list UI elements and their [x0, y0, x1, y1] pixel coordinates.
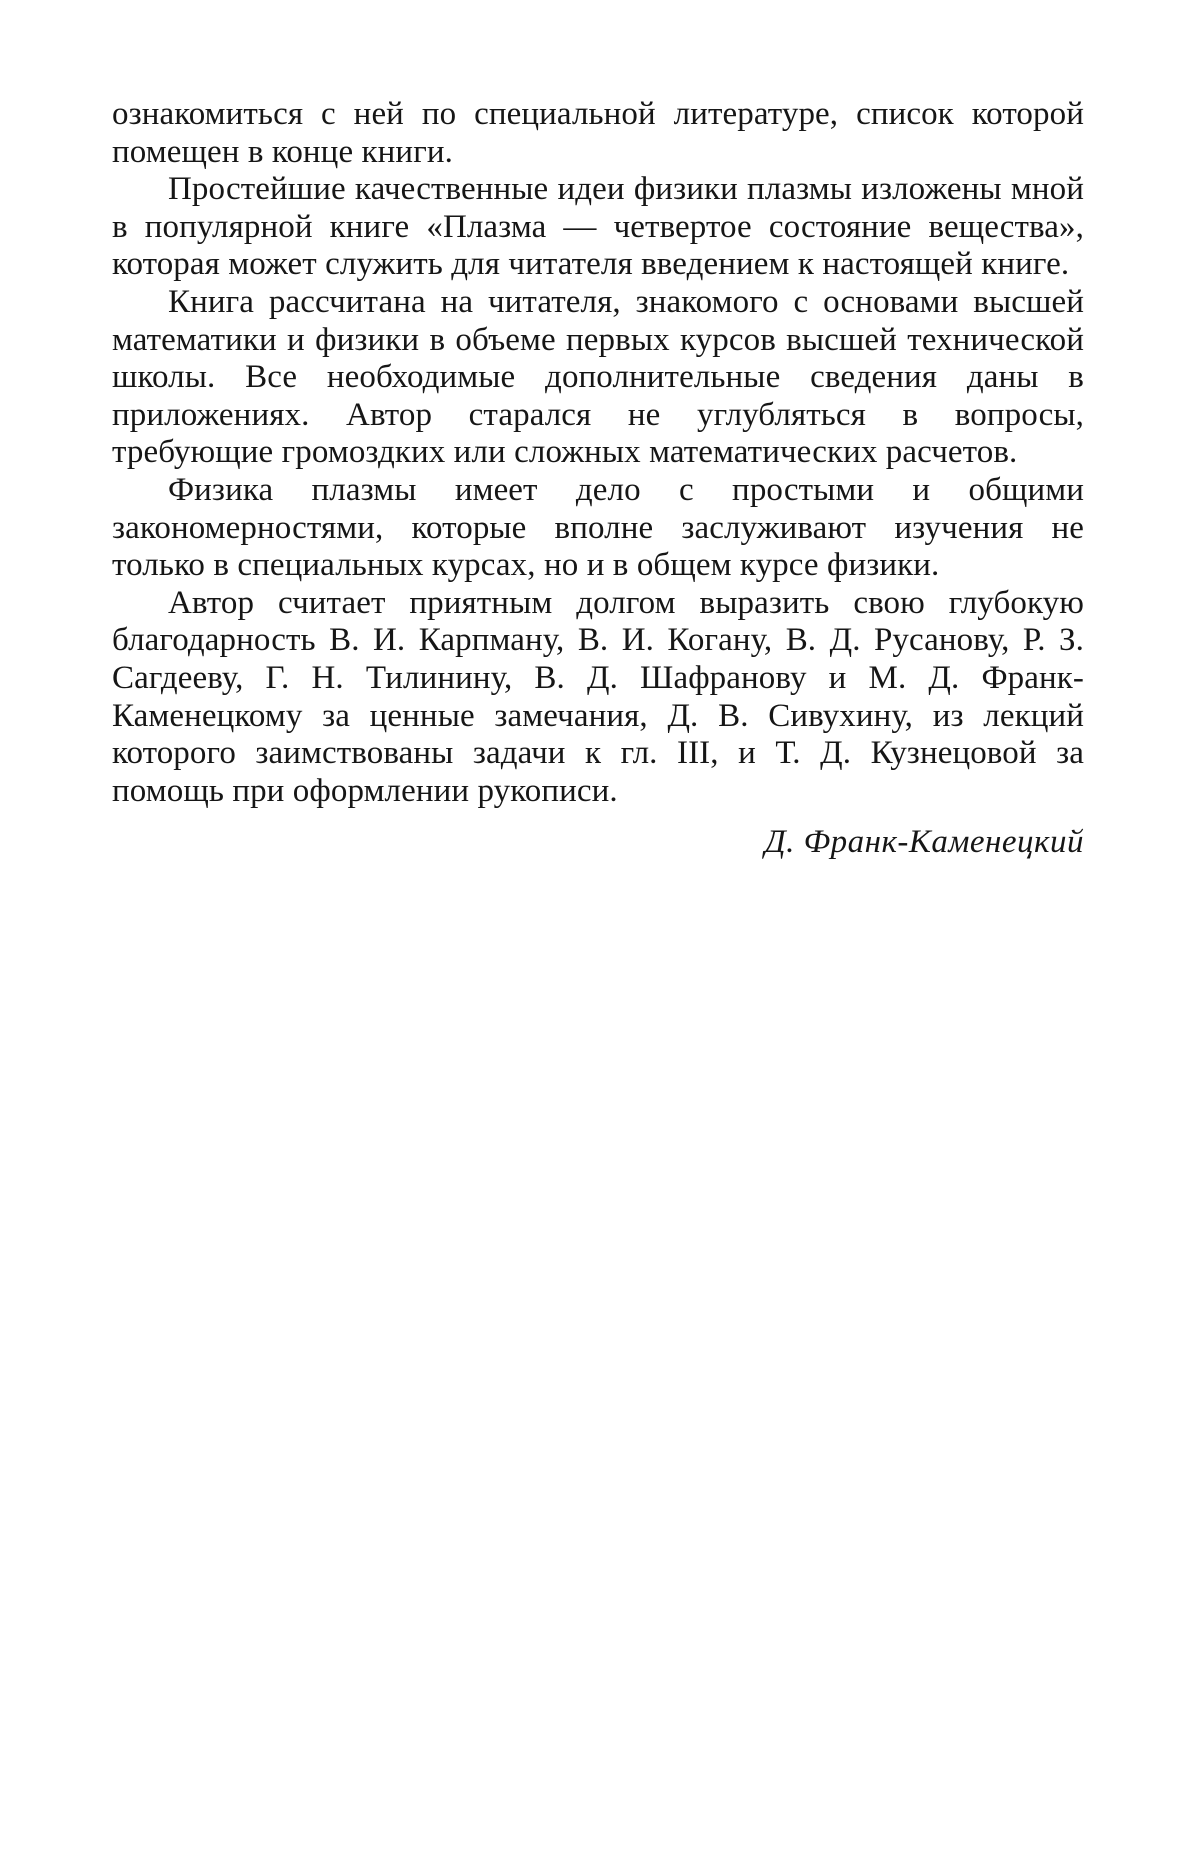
paragraph-audience: Книга рассчитана на читателя, знакомого с основами высшей математики и физики в объеме первых курсов высшей технической школы. Все необходимые дополнительные сведения даны в приложениях. Автор старался не углубляться в вопросы, требующие громоздких или сложных математических расчетов.	[112, 283, 1084, 471]
paragraph-plasma-physics: Физика плазмы имеет дело с простыми и общими закономерностями, которые вполне заслуживают изучения не только в специальных курсах, но и в общем курсе физики.	[112, 471, 1084, 584]
author-signature: Д. Франк-Каменецкий	[764, 824, 1084, 861]
paragraph-continuation: ознакомиться с ней по специальной литературе, список которой помещен в конце книги.	[112, 96, 1084, 170]
document-page	[112, 96, 1084, 862]
paragraph-popular-book: Простейшие качественные идеи физики плазмы изложены мной в популярной книге «Плазма — четвертое состояние вещества», которая может служить для читателя введением к настоящей книге.	[112, 171, 1084, 283]
paragraph-acknowledgements: Автор считает приятным долгом выразить свою глубокую благодарность В. И. Карпману, В. И. Когану, В. Д. Русанову, Р. З. Сагдееву, Г. Н. Тилинину, В. Д. Шафранову и М. Д. Франк-Каменецкому за ценные замечания, Д. В. Сивухину, из лекций которого заимствованы задачи к гл. III, и Т. Д. Кузнецовой за помощь при оформлении рукописи.	[112, 584, 1084, 809]
